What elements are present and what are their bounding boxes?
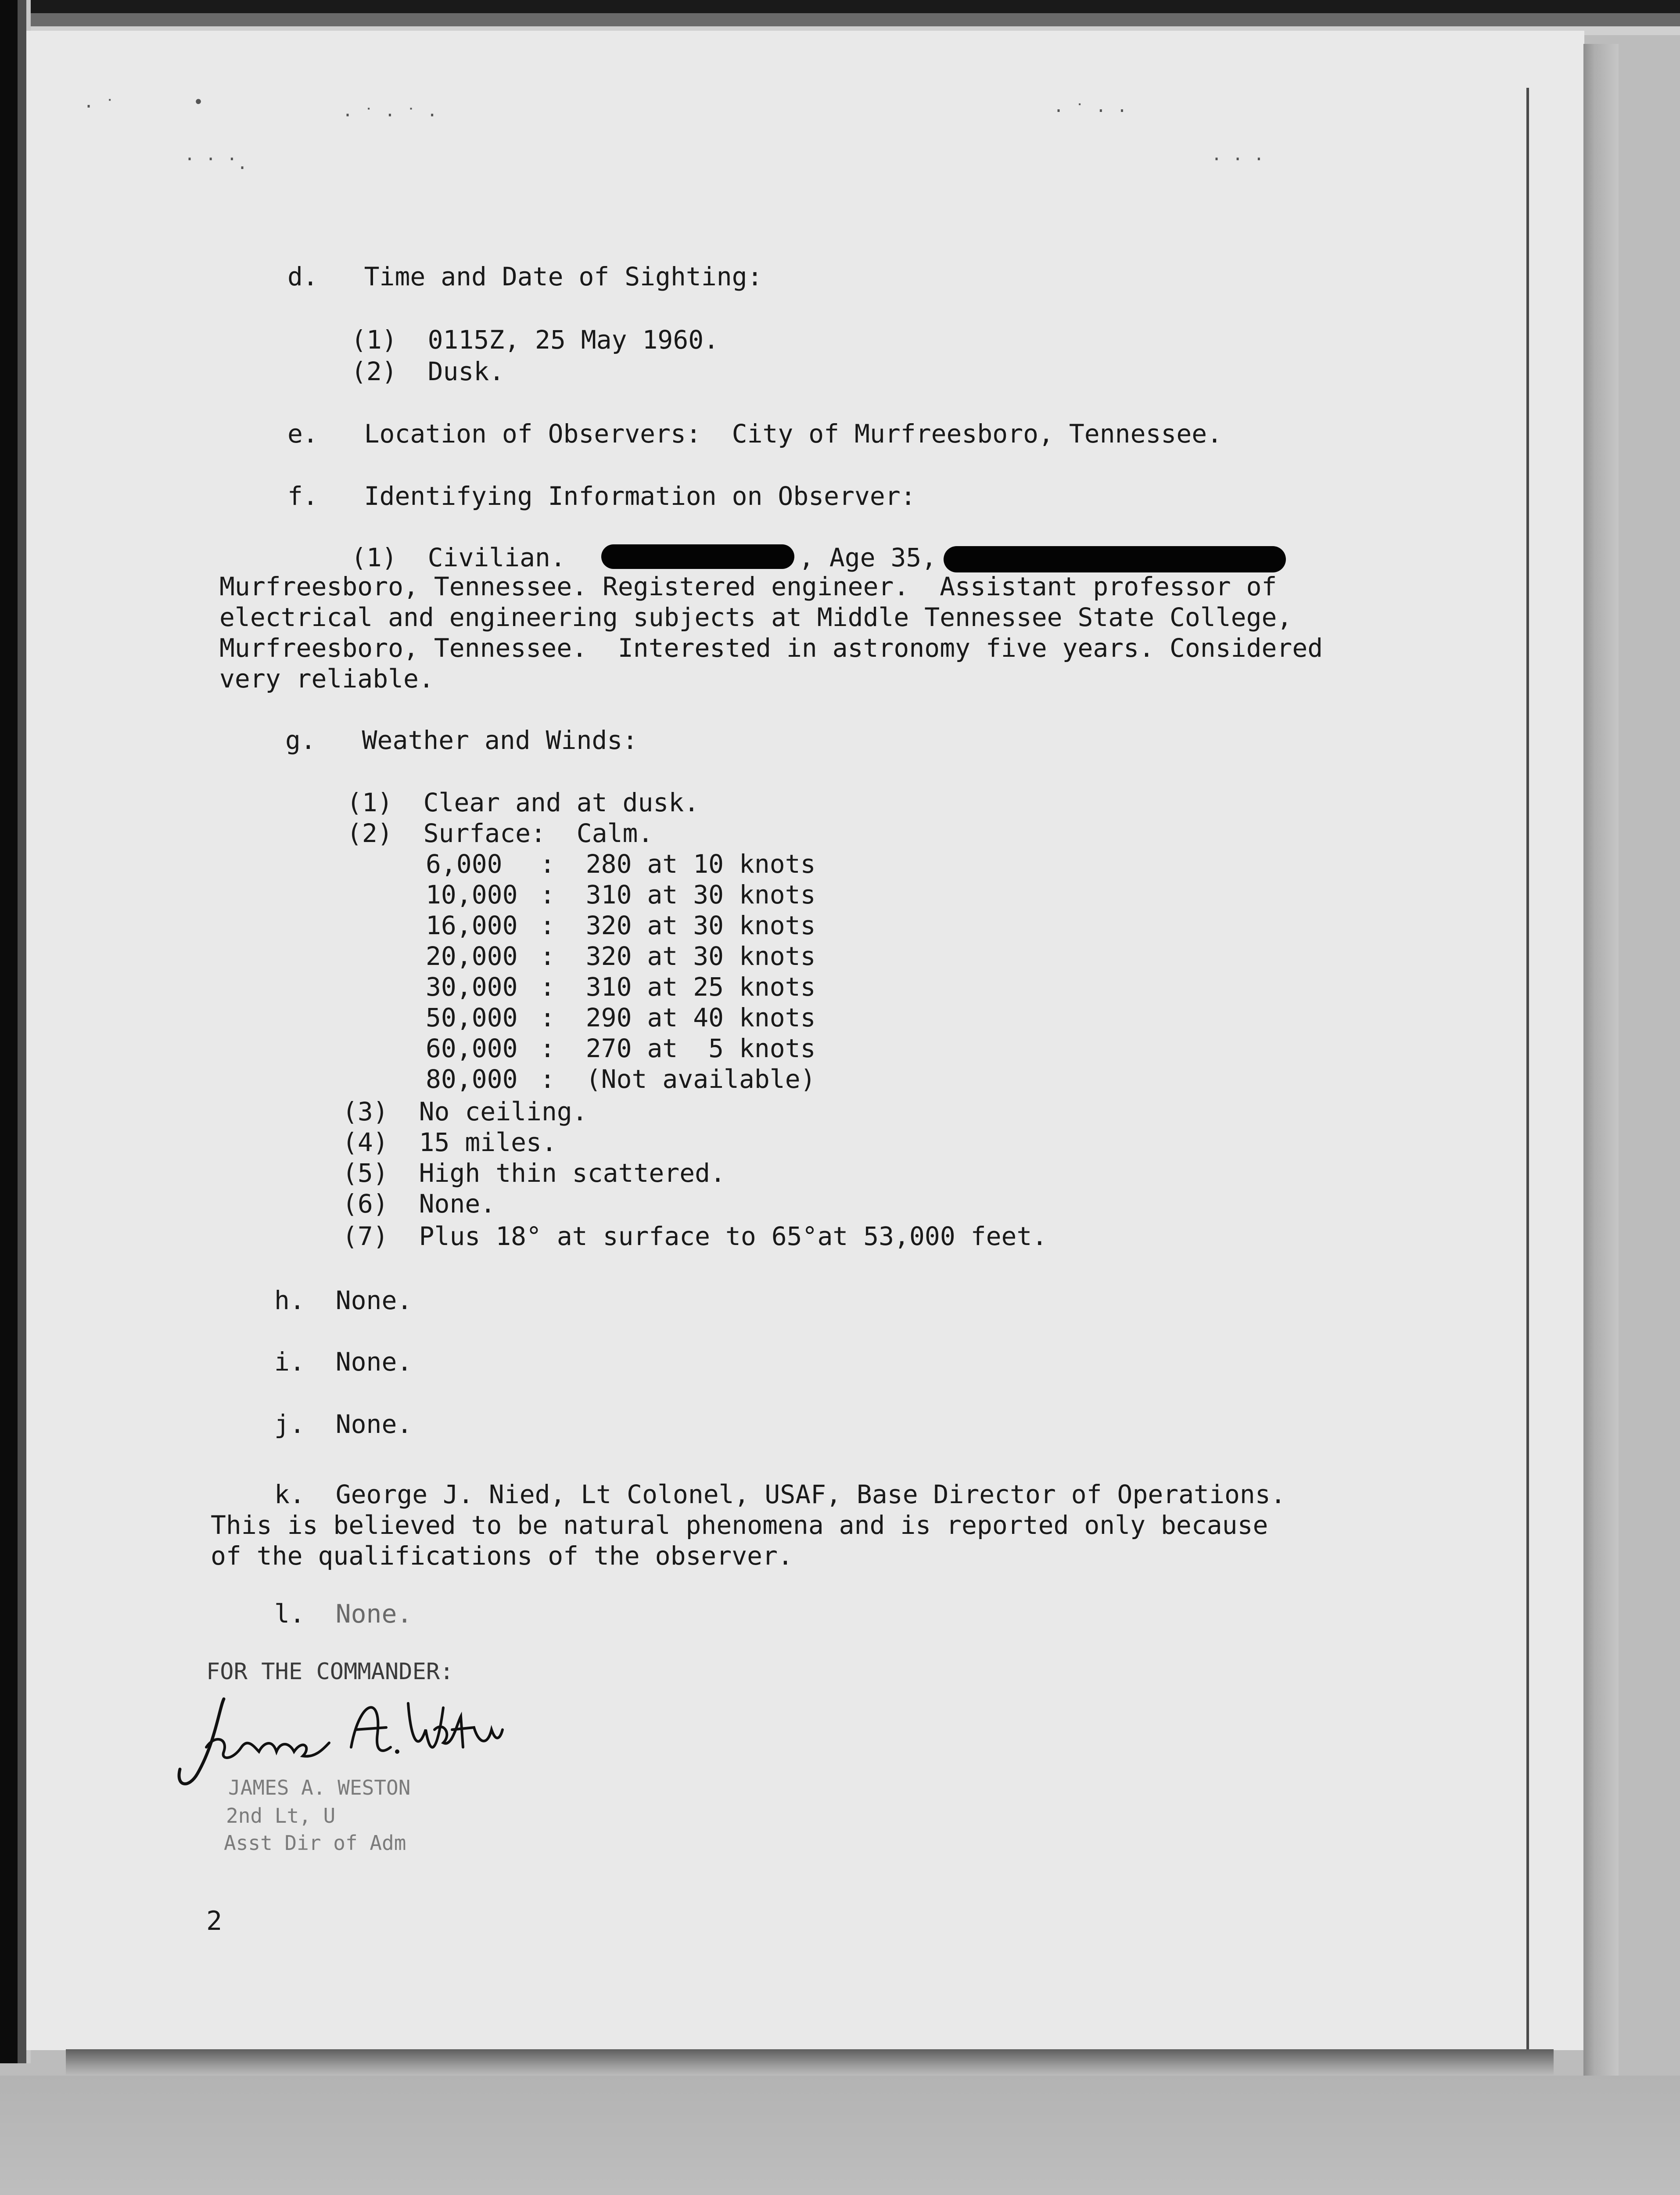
signature-block-title: Asst Dir of Adm [224,1831,406,1855]
table-row: : 320 at 30 knots [540,941,816,971]
observer-desc-line: Murfreesboro, Tennessee. Interested in astronomy five years. Considered [219,633,1323,663]
list-item: (7) Plus 18° at surface to 65°at 53,000 feet. [342,1221,1048,1251]
section-e: e. Location of Observers: City of Murfreesboro, Tennessee. [287,419,1223,449]
table-row: : 310 at 25 knots [540,972,816,1002]
section-heading: Time and Date of Sighting: [364,262,763,291]
table-row: : 290 at 40 knots [540,1003,816,1033]
table-row: 80,000 [426,1064,518,1094]
section-k: k. George J. Nied, Lt Colonel, USAF, Base Director of Operations. [274,1479,1286,1509]
table-row: 20,000 [426,941,518,971]
list-item: (1) 0115Z, 25 May 1960. [351,325,719,355]
table-row: : 320 at 30 knots [540,910,816,940]
list-item: (1) Clear and at dusk. [347,788,700,817]
observer-desc-line: electrical and engineering subjects at Middle Tennessee State College, [219,602,1292,632]
signature-block-rank: 2nd Lt, U [226,1804,336,1828]
table-row: 10,000 [426,880,518,910]
table-row: : 280 at 10 knots [540,849,816,879]
list-item: (3) No ceiling. [342,1097,588,1126]
redaction-name [601,544,794,569]
observer-line: (1) Civilian. [351,543,566,572]
table-row: 30,000 [426,972,518,1002]
section-k-line: of the qualifications of the observer. [211,1541,793,1571]
list-item: (2) Surface: Calm. [347,818,653,848]
page-number: 2 [206,1906,223,1936]
signature-block-name: JAMES A. WESTON [228,1776,411,1799]
section-k-line: This is believed to be natural phenomena and is reported only because [211,1510,1268,1540]
observer-desc-line: Murfreesboro, Tennessee. Registered engineer. Assistant professor of [219,572,1277,601]
observer-age: , Age 35, [799,543,937,572]
section-j: j. None. [274,1409,413,1439]
section-l: l. None. [274,1599,413,1629]
closing-line: FOR THE COMMANDER: [206,1659,454,1685]
table-row: 60,000 [426,1033,518,1063]
list-item: (4) 15 miles. [342,1127,557,1157]
table-row: 6,000 [426,849,503,879]
table-row: : 310 at 30 knots [540,880,816,910]
scan-background [0,2076,1680,2195]
table-row: : (Not available) [540,1064,816,1094]
scan-specks: · ˙ • · · · · · ˙ · ˙ · · ˙ · · · · · [83,92,1264,178]
list-item: (6) None. [342,1189,496,1219]
table-row: 16,000 [426,910,518,940]
section-g: g. Weather and Winds: [285,725,638,755]
section-d [287,261,763,292]
section-i: i. None. [274,1347,413,1377]
list-item: (5) High thin scattered. [342,1158,725,1188]
section-h: h. None. [274,1285,413,1315]
section-label: d. [287,262,318,291]
table-row: : 270 at 5 knots [540,1033,816,1063]
section-f: f. Identifying Information on Observer: [287,481,916,511]
list-item: (2) Dusk. [351,356,505,386]
redaction-address [944,546,1286,572]
observer-desc-line: very reliable. [219,664,434,694]
table-row: 50,000 [426,1003,518,1033]
